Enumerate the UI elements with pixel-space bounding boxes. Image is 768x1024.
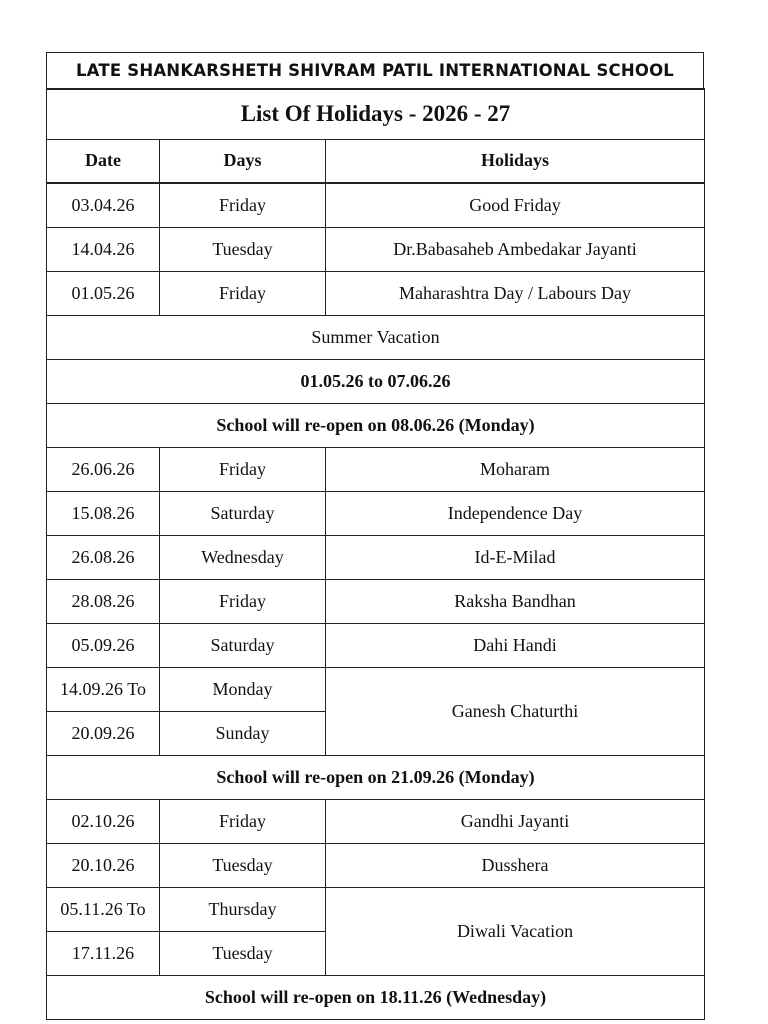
date-cell: 26.06.26	[47, 447, 160, 491]
holiday-row	[47, 535, 705, 579]
date-cell: 26.08.26	[47, 535, 160, 579]
notice-cell: School will re-open on 21.09.26 (Monday)	[47, 755, 705, 799]
day-cell: Friday	[160, 799, 326, 843]
holiday-cell: Gandhi Jayanti	[326, 799, 705, 843]
day-cell: Thursday	[160, 887, 326, 931]
holiday-cell: Dusshera	[326, 843, 705, 887]
holiday-range-row	[47, 667, 705, 711]
holiday-document	[46, 52, 704, 1020]
day-cell: Friday	[160, 271, 326, 315]
date-cell: 17.11.26	[47, 931, 160, 975]
holiday-row	[47, 183, 705, 227]
holiday-cell: Maharashtra Day / Labours Day	[326, 271, 705, 315]
date-cell: 28.08.26	[47, 579, 160, 623]
date-cell: 03.04.26	[47, 183, 160, 227]
day-cell: Tuesday	[160, 843, 326, 887]
holiday-cell: Independence Day	[326, 491, 705, 535]
date-cell: 20.09.26	[47, 711, 160, 755]
holiday-cell: Good Friday	[326, 183, 705, 227]
holiday-table	[46, 88, 705, 1020]
notice-row	[47, 975, 705, 1019]
date-cell: 14.09.26 To	[47, 667, 160, 711]
holiday-cell: Moharam	[326, 447, 705, 491]
date-cell: 05.11.26 To	[47, 887, 160, 931]
day-cell: Wednesday	[160, 535, 326, 579]
day-cell: Friday	[160, 579, 326, 623]
holiday-cell: Dr.Babasaheb Ambedakar Jayanti	[326, 227, 705, 271]
holiday-cell: Id-E-Milad	[326, 535, 705, 579]
date-cell: 20.10.26	[47, 843, 160, 887]
header-row	[47, 139, 705, 183]
notice-row	[47, 359, 705, 403]
day-cell: Tuesday	[160, 931, 326, 975]
notice-cell: School will re-open on 18.11.26 (Wednesday)	[47, 975, 705, 1019]
notice-cell: Summer Vacation	[47, 315, 705, 359]
day-cell: Saturday	[160, 623, 326, 667]
holiday-row	[47, 623, 705, 667]
holiday-row	[47, 799, 705, 843]
holiday-row	[47, 271, 705, 315]
notice-row	[47, 755, 705, 799]
holiday-row	[47, 491, 705, 535]
day-cell: Monday	[160, 667, 326, 711]
page-title: List Of Holidays - 2026 - 27	[47, 89, 705, 139]
holiday-row	[47, 843, 705, 887]
notice-row	[47, 315, 705, 359]
notice-cell: 01.05.26 to 07.06.26	[47, 359, 705, 403]
date-cell: 15.08.26	[47, 491, 160, 535]
day-cell: Friday	[160, 183, 326, 227]
school-name: LATE SHANKARSHETH SHIVRAM PATIL INTERNATIONAL SCHOOL	[46, 52, 704, 88]
day-cell: Sunday	[160, 711, 326, 755]
day-cell: Saturday	[160, 491, 326, 535]
date-column-header: Date	[47, 139, 160, 183]
date-cell: 14.04.26	[47, 227, 160, 271]
notice-row	[47, 403, 705, 447]
holiday-cell: Ganesh Chaturthi	[326, 667, 705, 755]
holiday-range-row	[47, 887, 705, 931]
holiday-cell: Diwali Vacation	[326, 887, 705, 975]
date-cell: 02.10.26	[47, 799, 160, 843]
holiday-row	[47, 447, 705, 491]
day-cell: Tuesday	[160, 227, 326, 271]
date-cell: 05.09.26	[47, 623, 160, 667]
holiday-row	[47, 579, 705, 623]
holiday-cell: Dahi Handi	[326, 623, 705, 667]
holidays-column-header: Holidays	[326, 139, 705, 183]
days-column-header: Days	[160, 139, 326, 183]
notice-cell: School will re-open on 08.06.26 (Monday)	[47, 403, 705, 447]
holiday-cell: Raksha Bandhan	[326, 579, 705, 623]
title-row	[47, 89, 705, 139]
holiday-row	[47, 227, 705, 271]
day-cell: Friday	[160, 447, 326, 491]
date-cell: 01.05.26	[47, 271, 160, 315]
